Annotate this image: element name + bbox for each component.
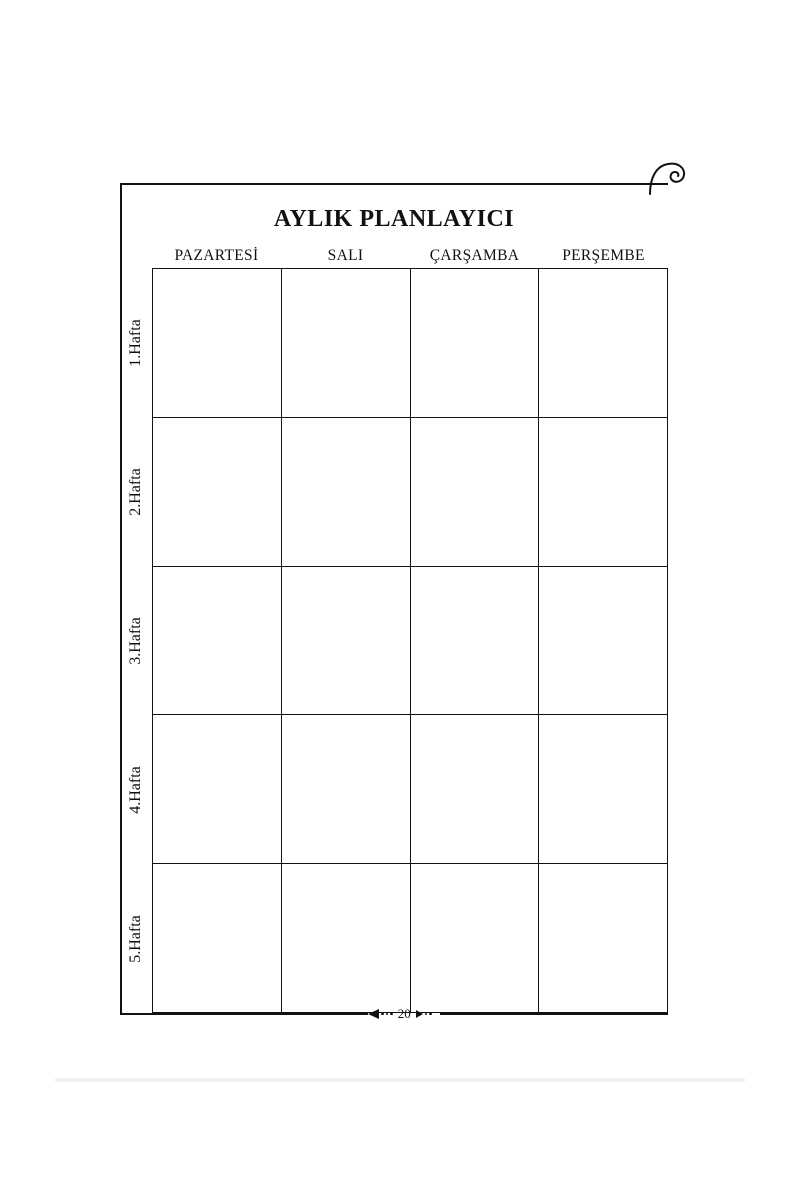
week-label-1 [120,268,152,417]
planner-cell[interactable] [153,864,282,1013]
planner-cell[interactable] [539,715,668,864]
planner-grid [152,268,668,1013]
planner-cell[interactable] [282,715,411,864]
page-bottom-band [55,1078,745,1082]
week-label-5 [120,864,152,1013]
week-label-1-text: 1.Hafta [127,318,144,367]
planner-cell[interactable] [411,864,540,1013]
week-label-2-text: 2.Hafta [127,467,144,516]
frame-bottom-right-rule [440,1013,668,1015]
planner-cell[interactable] [411,567,540,716]
week-label-3 [120,566,152,715]
planner-cell[interactable] [282,418,411,567]
planner-cell[interactable] [411,418,540,567]
week-label-3-text: 3.Hafta [127,616,144,665]
week-label-column [120,268,152,1013]
planner-cell[interactable] [282,269,411,418]
day-header-wednesday: ÇARŞAMBA [429,247,520,264]
frame-bottom-left-rule [120,1013,368,1015]
page-title: AYLIK PLANLAYICI [273,206,515,232]
corner-curl-icon [648,160,688,196]
page-number: 20 [397,1006,411,1021]
planner-cell[interactable] [153,715,282,864]
planner-cell[interactable] [282,864,411,1013]
day-header-tuesday: SALI [327,247,364,264]
planner-cell[interactable] [539,567,668,716]
planner-cell[interactable] [411,269,540,418]
day-header-monday: PAZARTESİ [174,247,259,264]
footer-right-ornament-icon [416,1010,432,1018]
footer-left-ornament-icon [368,1009,393,1019]
day-header-row [152,247,668,265]
planner-cell[interactable] [539,269,668,418]
planner-cell[interactable] [153,567,282,716]
week-label-2 [120,417,152,566]
planner-cell[interactable] [153,269,282,418]
week-label-4-text: 4.Hafta [127,765,144,814]
page-footer [340,1001,460,1027]
day-header-thursday: PERŞEMBE [562,247,645,264]
planner-cell[interactable] [282,567,411,716]
planner-cell[interactable] [153,418,282,567]
week-label-4 [120,715,152,864]
week-label-5-text: 5.Hafta [127,914,144,963]
planner-cell[interactable] [539,418,668,567]
planner-cell[interactable] [411,715,540,864]
planner-cell[interactable] [539,864,668,1013]
